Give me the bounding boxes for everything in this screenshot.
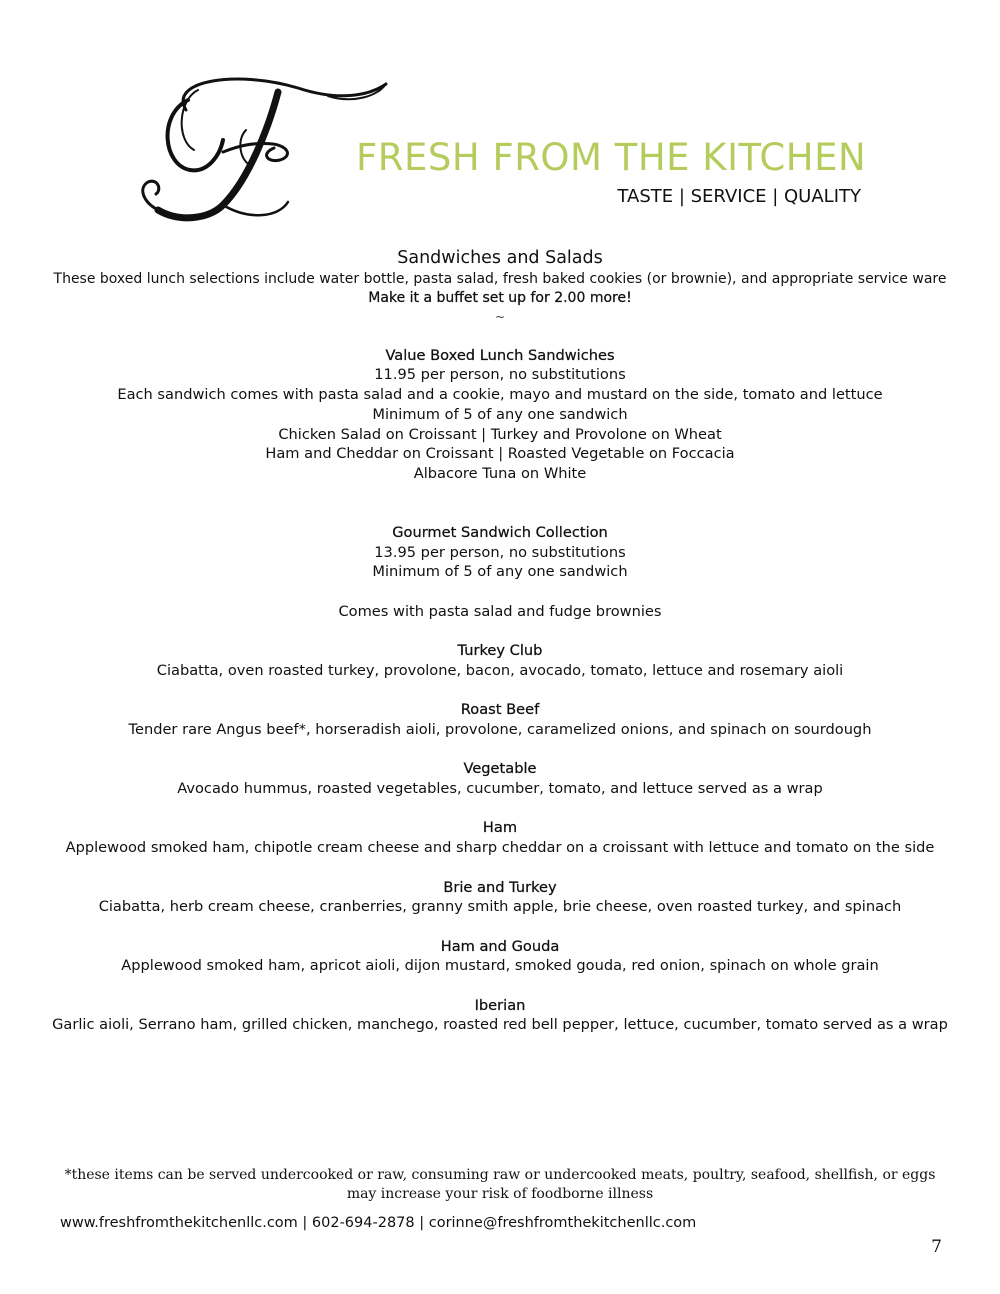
menu-content xyxy=(0,246,1000,1035)
disclaimer-line: may increase your risk of foodborne illness xyxy=(346,1186,654,1202)
disclaimer-line: *these items can be served undercooked or raw, consuming raw or undercooked meats, poultry, seafood, shellfish, or eggs xyxy=(64,1167,936,1183)
gourmet-includes: Comes with pasta salad and fudge brownies xyxy=(338,602,662,620)
menu-item-name: Ham and Gouda xyxy=(440,937,560,955)
menu-item-description: Ciabatta, herb cream cheese, cranberries, granny smith apple, brie cheese, oven roasted turkey, and spinach xyxy=(98,898,902,916)
value-boxed-minimum: Minimum of 5 of any one sandwich xyxy=(372,405,628,423)
contact-info: www.freshfromthekitchenllc.com | 602-694-2878 | corinne@freshfromthekitchenllc.com xyxy=(60,1215,697,1231)
script-f-monogram-icon xyxy=(128,70,393,230)
food-safety-disclaimer xyxy=(0,1166,1000,1204)
menu-item-description: Tender rare Angus beef*, horseradish aioli, provolone, caramelized onions, and spinach on sourdough xyxy=(128,720,872,738)
value-boxed-price: 11.95 per person, no substitutions xyxy=(374,366,626,384)
gourmet-price: 13.95 per person, no substitutions xyxy=(374,543,626,561)
divider: ~ xyxy=(494,310,506,324)
intro-description: These boxed lunch selections include water bottle, pasta salad, fresh baked cookies (or brownie), and appropriate service ware xyxy=(53,271,947,287)
value-boxed-option: Chicken Salad on Croissant | Turkey and Provolone on Wheat xyxy=(278,425,722,443)
menu-item-description: Applewood smoked ham, chipotle cream cheese and sharp cheddar on a croissant with lettuce and tomato on the side xyxy=(65,839,935,857)
brand-name: FRESH FROM THE KITCHEN xyxy=(356,136,867,179)
menu-item-name: Turkey Club xyxy=(457,642,543,660)
menu-item-description: Applewood smoked ham, apricot aioli, dijon mustard, smoked gouda, red onion, spinach on whole grain xyxy=(121,957,879,975)
menu-item-name: Iberian xyxy=(474,996,526,1014)
menu-item-description: Ciabatta, oven roasted turkey, provolone, bacon, avocado, tomato, lettuce and rosemary aioli xyxy=(156,661,844,679)
gourmet-minimum: Minimum of 5 of any one sandwich xyxy=(372,563,628,581)
menu-item-name: Roast Beef xyxy=(460,701,540,719)
value-boxed-description: Each sandwich comes with pasta salad and a cookie, mayo and mustard on the side, tomato and lettuce xyxy=(117,386,883,404)
menu-item-name: Brie and Turkey xyxy=(443,878,557,896)
value-boxed-title: Value Boxed Lunch Sandwiches xyxy=(385,346,615,364)
menu-item-name: Vegetable xyxy=(463,760,537,778)
section-title: Sandwiches and Salads xyxy=(397,248,603,268)
tagline: TASTE | SERVICE | QUALITY xyxy=(617,186,861,207)
menu-item-name: Ham xyxy=(482,819,518,837)
buffet-note: Make it a buffet set up for 2.00 more! xyxy=(368,290,632,306)
value-boxed-option: Albacore Tuna on White xyxy=(413,464,587,482)
menu-item-description: Garlic aioli, Serrano ham, grilled chicken, manchego, roasted red bell pepper, lettuce, cucumber, tomato served as a wrap xyxy=(52,1016,948,1034)
value-boxed-option: Ham and Cheddar on Croissant | Roasted Vegetable on Foccacia xyxy=(265,445,735,463)
gourmet-title: Gourmet Sandwich Collection xyxy=(392,524,608,541)
page-number: 7 xyxy=(931,1237,942,1257)
menu-item-description: Avocado hummus, roasted vegetables, cucumber, tomato, and lettuce served as a wrap xyxy=(177,780,823,798)
